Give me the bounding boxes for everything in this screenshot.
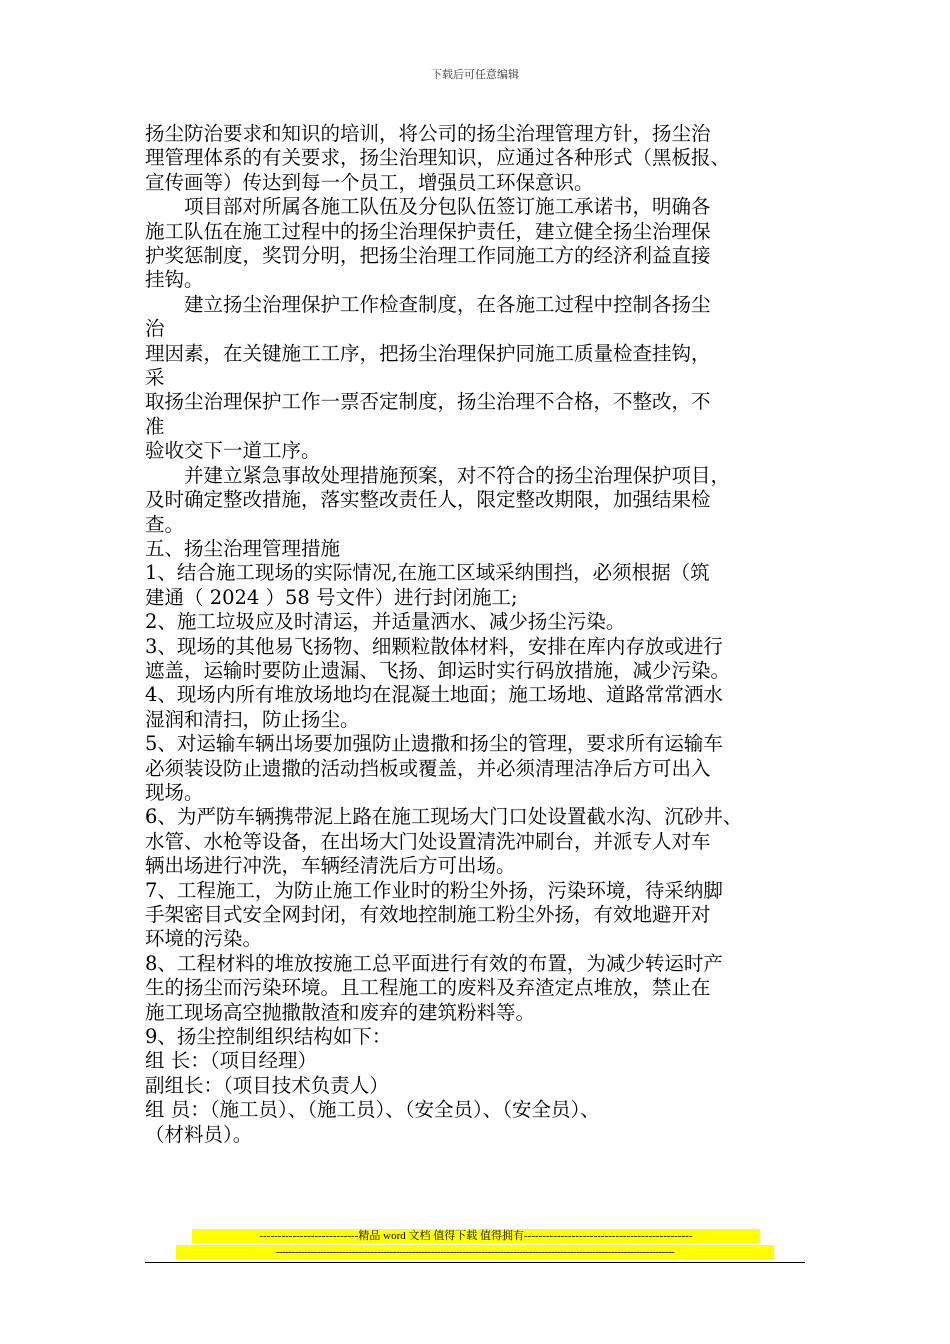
text-line: 1、结合施工现场的实际情况,在施工区域采纳围挡，必须根据（筑 xyxy=(145,561,710,585)
text-line: 项目部对所属各施工队伍及分包队伍签订施工承诺书，明确各 xyxy=(184,195,711,219)
text-line: 生的扬尘而污染环境。且工程施工的废料及弃渣定点堆放，禁止在 xyxy=(145,976,711,1000)
text-line: 辆出场进行冲洗，车辆经清洗后方可出场。 xyxy=(145,854,516,878)
footer-rule xyxy=(145,1262,805,1263)
text-line: 手架密目式安全网封闭，有效地控制施工粉尘外扬，有效地避开对 xyxy=(145,903,711,926)
text-line: 宣传画等）传达到每一个员工，增强员工环保意识。 xyxy=(145,170,594,194)
footer-dash-line: ------------------------------------------------------------------------------------------------------------------------------ xyxy=(176,1245,774,1259)
text-line: 3、现场的其他易飞扬物、细颗粒散体材料，安排在库内存放或进行 xyxy=(145,634,723,658)
text-line: 必须装设防止遗撒的活动挡板或覆盖，并必须清理洁净后方可出入 xyxy=(145,756,711,780)
text-line: 9、扬尘控制组织结构如下： xyxy=(145,1025,392,1049)
text-line: 准 xyxy=(145,414,165,438)
text-line: 验收交下一道工序。 xyxy=(145,439,321,463)
text-line: 副组长：（项目技术负责人） xyxy=(145,1073,389,1097)
text-line: 治 xyxy=(145,317,165,341)
text-line: 7、工程施工，为防止施工作业时的粉尘外扬，污染环境，待采纳脚 xyxy=(145,878,723,902)
text-line: 建通（ 2024 ）58 号文件）进行封闭施工; xyxy=(145,585,518,609)
text-line: 五、扬尘治理管理措施 xyxy=(145,536,341,560)
text-line: 2、施工垃圾应及时清运，并适量洒水、减少扬尘污染。 xyxy=(145,610,626,634)
text-line: 护奖惩制度，奖罚分明，把扬尘治理工作同施工方的经济利益直接 xyxy=(145,244,711,268)
text-line: 查。 xyxy=(145,512,185,536)
text-line: 组 长：（项目经理） xyxy=(145,1049,317,1073)
text-line: 采 xyxy=(145,366,165,390)
text-line: 建立扬尘治理保护工作检查制度，在各施工过程中控制各扬尘 xyxy=(184,292,711,316)
text-line: 理因素，在关键施工工序，把扬尘治理保护同施工质量检查挂钩， xyxy=(145,341,711,365)
text-line: 4、现场内所有堆放场地均在混凝土地面；施工场地、道路常常洒水 xyxy=(145,683,723,707)
text-line: 组 员：（施工员）、（施工员）、（安全员）、（安全员）、 xyxy=(145,1098,600,1122)
text-line: 水管、水枪等设备，在出场大门处设置清洗冲刷台，并派专人对车 xyxy=(145,829,711,853)
text-line: 现场。 xyxy=(145,780,204,804)
text-line: 挂钩。 xyxy=(145,268,204,292)
text-line: 施工队伍在施工过程中的扬尘治理保护责任，建立健全扬尘治理保 xyxy=(145,219,711,243)
text-line: 施工现场高空抛撒散渣和废弃的建筑粉料等。 xyxy=(145,1000,536,1024)
text-line: 湿润和清扫，防止扬尘。 xyxy=(145,707,360,731)
text-line: 5、对运输车辆出场要加强防止遗撒和扬尘的管理，要求所有运输车 xyxy=(145,732,723,756)
text-line: 环境的污染。 xyxy=(145,927,263,951)
text-line: （材料员）。 xyxy=(145,1122,253,1146)
text-line: 遮盖，运输时要防止遗漏、飞扬、卸运时实行码放措施，减少污染。 xyxy=(145,658,731,682)
text-line: 6、为严防车辆携带泥上路在施工现场大门口处设置截水沟、沉砂井、 xyxy=(145,805,743,829)
text-line: 并建立紧急事故处理措施预案，对不符合的扬尘治理保护项目， xyxy=(184,463,731,487)
text-line: 取扬尘治理保护工作一票否定制度，扬尘治理不合格，不整改，不 xyxy=(145,390,711,414)
footer-banner: ---------------------------精品 word 文档 值得下载 值得拥有---------------------------------------------- xyxy=(192,1229,760,1243)
text-line: 及时确定整改措施，落实整改责任人，限定整改期限，加强结果检 xyxy=(145,488,711,512)
text-line: 扬尘防治要求和知识的培训，将公司的扬尘治理管理方针，扬尘治 xyxy=(145,122,711,145)
document-body xyxy=(145,122,813,1147)
text-line: 理管理体系的有关要求，扬尘治理知识，应通过各种形式（黑板报、 xyxy=(145,146,731,170)
text-line: 8、工程材料的堆放按施工总平面进行有效的布置，为减少转运时产 xyxy=(145,951,723,975)
page-header: 下载后可任意编辑 xyxy=(431,68,519,81)
